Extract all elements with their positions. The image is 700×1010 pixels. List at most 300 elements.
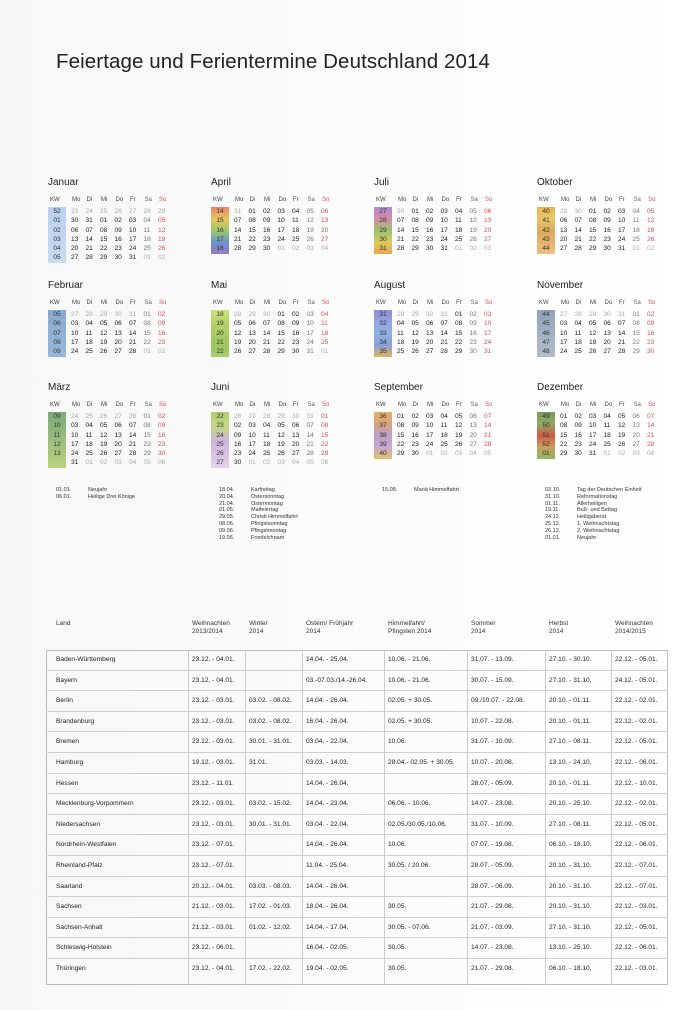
day-cell: 08 <box>248 217 256 225</box>
day-cell: 25 <box>100 208 108 215</box>
day-cell: 31 <box>129 311 137 318</box>
day-cell: 02 <box>234 422 242 430</box>
vacation-dates: 01.02. - 12.02. <box>249 923 292 931</box>
day-cell: 28 <box>234 311 242 318</box>
day-cell: 15 <box>277 329 285 337</box>
kw-label: KW <box>50 300 60 306</box>
vacation-dates: 23.12. - 07.01. <box>192 841 235 849</box>
day-cell: 22 <box>411 235 419 243</box>
day-cell: 26 <box>618 440 626 448</box>
column-header-line2: 2013/2014 <box>192 628 223 635</box>
weekday-label: Mi <box>264 197 271 203</box>
month-januar <box>48 176 186 263</box>
day-cell: 30 <box>114 311 122 318</box>
holiday-date: 01.11. <box>545 500 560 507</box>
month-name: Juni <box>211 382 230 393</box>
holiday-list <box>219 487 298 541</box>
kw-number: 20 <box>216 329 224 337</box>
vacation-dates: 24.12. - 05.01. <box>615 676 658 684</box>
day-cell: 03 <box>248 422 256 430</box>
day-cell: 26 <box>234 413 242 420</box>
vacation-dates: 31.07. - 13.09. <box>471 656 514 663</box>
day-cell: 07 <box>440 320 448 328</box>
week-row <box>211 412 349 421</box>
day-cell: 23 <box>71 208 79 215</box>
day-cell: 12 <box>589 329 597 337</box>
weekday-label: Mo <box>398 402 407 408</box>
day-cell: 03 <box>455 450 463 458</box>
vacation-dates: 10.06. <box>388 841 407 849</box>
vacation-dates: 30.01. - 31.01. <box>249 738 292 746</box>
month-weeks <box>537 207 675 253</box>
day-cell: 24 <box>71 348 79 356</box>
vacation-dates: 14.07. - 23.08. <box>471 944 514 952</box>
table-row <box>46 917 668 938</box>
column-header-line1: Weihnachten <box>615 620 653 627</box>
holiday-item <box>56 494 135 501</box>
day-cell: 26 <box>100 413 108 420</box>
day-cell: 02 <box>158 311 166 318</box>
day-cell: 25 <box>85 348 93 356</box>
weekday-label: Mo <box>235 197 244 203</box>
day-cell: 06 <box>426 320 434 328</box>
day-cell: 13 <box>71 235 79 243</box>
vacation-dates: 28.07. - 05.09. <box>471 779 514 787</box>
day-cell: 17 <box>71 338 79 346</box>
holiday-date: 01.01. <box>545 534 561 541</box>
kw-number: 36 <box>379 413 387 420</box>
day-cell: 04 <box>397 320 405 328</box>
day-cell: 19 <box>306 226 314 234</box>
week-row <box>211 421 349 430</box>
day-cell: 01 <box>632 311 640 318</box>
weekday-label: Fr <box>456 197 462 203</box>
day-cell: 25 <box>440 440 448 448</box>
kw-number: 10 <box>53 422 61 430</box>
week-row <box>48 226 186 235</box>
vacation-dates: 28.07. - 05.09. <box>471 861 514 869</box>
week-row <box>211 226 349 235</box>
day-cell: 24 <box>426 440 434 448</box>
day-cell: 22 <box>277 338 285 346</box>
vacation-dates: 22.12. - 05.01. <box>615 923 658 931</box>
day-cell: 06 <box>321 459 329 467</box>
kw-number: 03 <box>53 235 61 243</box>
vacation-dates: 03.02. - 08.02. <box>249 697 292 705</box>
day-cell: 23 <box>158 440 166 448</box>
day-cell: 19 <box>158 235 166 243</box>
day-cell: 02 <box>469 245 477 253</box>
weekday-header <box>537 398 675 412</box>
day-cell: 27 <box>469 440 477 448</box>
vacation-dates: 30.05. <box>388 964 407 972</box>
vacation-dates: 14.04. - 25.04. <box>306 656 349 663</box>
day-cell: 03 <box>426 413 434 420</box>
weekday-header <box>374 193 512 207</box>
weekday-label: Do <box>604 402 613 408</box>
column-header <box>249 620 268 636</box>
day-cell: 28 <box>263 413 271 420</box>
day-cell: 21 <box>85 245 93 253</box>
holiday-name: Heilige Drei Könige <box>88 493 136 500</box>
kw-number: 01 <box>53 217 61 225</box>
month-weeks <box>537 412 675 458</box>
month-november <box>537 279 675 356</box>
holiday-name: Reformationstag <box>577 493 618 500</box>
day-cell: 09 <box>158 422 166 430</box>
day-cell: 11 <box>397 329 404 337</box>
day-cell: 01 <box>143 254 151 262</box>
day-cell: 08 <box>411 217 419 225</box>
day-cell: 16 <box>411 431 419 439</box>
day-cell: 15 <box>411 226 419 234</box>
kw-number: 39 <box>379 440 387 448</box>
column-header-line2: 2014/2015 <box>615 628 646 635</box>
weekday-label: Do <box>604 300 613 306</box>
kw-number: 23 <box>216 422 224 430</box>
day-cell: 30 <box>263 311 271 318</box>
day-cell: 14 <box>574 226 582 234</box>
weekday-label: Di <box>575 197 582 203</box>
week-row <box>537 338 675 347</box>
day-cell: 15 <box>397 431 405 439</box>
kw-number: 27 <box>216 459 224 467</box>
day-cell: 29 <box>411 311 419 318</box>
state-name: Mecklenburg-Vorpommern <box>56 800 134 808</box>
holiday-date: 15.08. <box>382 487 398 493</box>
holiday-name: Pfingstmontag <box>251 527 287 534</box>
holiday-date: 18.04. <box>219 487 235 493</box>
day-cell: 19 <box>469 226 477 234</box>
month-weeks <box>211 412 349 468</box>
weekday-header <box>48 193 186 207</box>
month-name: August <box>374 280 406 291</box>
holiday-item <box>219 494 298 501</box>
day-cell: 04 <box>321 311 329 318</box>
weekday-label: Fr <box>456 402 462 408</box>
day-cell: 28 <box>234 245 242 253</box>
kw-label: KW <box>539 300 549 306</box>
kw-label: KW <box>50 402 60 408</box>
kw-number: 51 <box>542 431 550 439</box>
day-cell: 04 <box>647 450 655 458</box>
vacation-dates: 03.04. - 22.04. <box>306 820 349 828</box>
day-cell: 24 <box>248 450 256 458</box>
day-cell: 02 <box>574 413 582 420</box>
day-cell: 20 <box>469 431 477 439</box>
kw-number: 28 <box>379 217 387 225</box>
weekday-label: So <box>159 300 167 306</box>
state-name: Schleswig-Holstein <box>56 944 112 952</box>
kw-number: 46 <box>542 329 550 337</box>
vacation-dates: 21.07. - 29.08. <box>471 903 514 911</box>
vacation-dates: 19.12. - 03.01. <box>192 758 235 766</box>
weekday-label: Mi <box>427 402 434 408</box>
holiday-item <box>219 487 298 494</box>
column-header <box>192 620 230 636</box>
vacation-dates: 10.06. - 21.06. <box>388 656 431 663</box>
day-cell: 24 <box>560 348 568 356</box>
day-cell: 30 <box>397 208 405 215</box>
day-cell: 18 <box>440 431 448 439</box>
month-april <box>211 176 349 253</box>
table-row <box>46 650 668 670</box>
day-cell: 26 <box>647 235 655 243</box>
day-cell: 13 <box>484 217 492 225</box>
month-weeks <box>48 207 186 263</box>
weekday-label: Sa <box>307 300 315 306</box>
day-cell: 30 <box>292 413 300 420</box>
weekday-label: Sa <box>307 402 315 408</box>
day-cell: 06 <box>114 422 122 430</box>
column-header-line2: 2014 <box>249 628 264 635</box>
holiday-item <box>219 501 298 508</box>
weekday-label: Sa <box>144 197 152 203</box>
week-row <box>48 253 186 262</box>
holiday-list <box>56 487 135 501</box>
vacation-dates: 02.05. + 30.05. <box>388 717 433 725</box>
day-cell: 19 <box>647 226 655 234</box>
day-cell: 27 <box>426 348 434 356</box>
day-cell: 25 <box>85 413 93 420</box>
day-cell: 26 <box>469 235 477 243</box>
day-cell: 05 <box>306 459 314 467</box>
column-header-line2: 2014 <box>549 628 564 635</box>
holiday-item <box>56 487 135 494</box>
weekday-label: Do <box>115 197 124 203</box>
day-cell: 14 <box>647 422 655 430</box>
vacation-dates: 10.07. - 20.08. <box>471 758 514 766</box>
weekday-label: Sa <box>144 402 152 408</box>
day-cell: 24 <box>129 245 137 253</box>
day-cell: 14 <box>397 226 405 234</box>
holiday-name: Maifeiertag <box>251 507 279 514</box>
day-cell: 16 <box>158 431 166 439</box>
day-cell: 15 <box>143 329 151 337</box>
month-märz <box>48 381 186 468</box>
day-cell: 03 <box>484 245 492 253</box>
kw-number: 17 <box>216 235 224 243</box>
table-row <box>46 814 668 835</box>
day-cell: 31 <box>85 217 93 225</box>
day-cell: 11 <box>455 217 462 225</box>
weekday-label: Mo <box>235 402 244 408</box>
week-row <box>48 347 186 356</box>
day-cell: 15 <box>321 431 329 439</box>
day-cell: 05 <box>100 422 108 430</box>
vacation-dates: 31.07. - 10.09. <box>471 738 514 746</box>
day-cell: 29 <box>321 450 329 458</box>
day-cell: 03 <box>114 459 122 467</box>
day-cell: 30 <box>574 208 582 215</box>
kw-number: 01 <box>542 450 550 458</box>
weekday-label: Do <box>441 402 450 408</box>
day-cell: 01 <box>455 245 463 253</box>
day-cell: 06 <box>321 208 329 215</box>
day-cell: 02 <box>158 254 166 262</box>
week-row <box>374 226 512 235</box>
vacation-dates: 22.12. - 07.01. <box>615 861 658 869</box>
day-cell: 02 <box>292 311 300 318</box>
vacation-dates: 22.12. - 06.01. <box>615 758 658 766</box>
month-mai <box>211 279 349 356</box>
day-cell: 30 <box>114 254 122 262</box>
weekday-label: So <box>322 300 330 306</box>
day-cell: 25 <box>603 440 611 448</box>
kw-label: KW <box>539 402 549 408</box>
day-cell: 28 <box>263 348 271 356</box>
state-name: Baden-Württemberg <box>56 656 116 663</box>
vacation-dates: 27.10. - 08.11. <box>549 820 592 828</box>
holiday-name: 2. Weihnachtstag <box>577 527 620 534</box>
day-cell: 02 <box>426 208 434 215</box>
week-row <box>374 329 512 338</box>
day-cell: 07 <box>129 422 137 430</box>
day-cell: 04 <box>469 450 477 458</box>
day-cell: 11 <box>632 217 640 225</box>
day-cell: 29 <box>277 413 285 420</box>
holiday-item <box>382 487 459 494</box>
day-cell: 03 <box>71 320 79 328</box>
day-cell: 11 <box>143 226 151 234</box>
state-name: Berlin <box>56 697 73 705</box>
vacation-dates: 20.10. - 31.10. <box>549 903 592 911</box>
day-cell: 29 <box>248 311 256 318</box>
day-cell: 07 <box>129 320 137 328</box>
week-row <box>48 421 186 430</box>
day-cell: 29 <box>455 348 463 356</box>
day-cell: 28 <box>85 311 93 318</box>
day-cell: 24 <box>589 440 597 448</box>
kw-number: 47 <box>542 338 550 346</box>
vacation-dates: 16.04. - 26.04. <box>306 717 349 725</box>
kw-number: 31 <box>379 245 387 253</box>
day-cell: 18 <box>397 338 405 346</box>
vacation-dates: 06.10. - 18.10. <box>549 841 592 849</box>
vacation-dates: 30.07. - 15.09. <box>471 676 514 684</box>
kw-label: KW <box>213 402 223 408</box>
day-cell: 10 <box>306 320 314 328</box>
holiday-date: 08.06. <box>219 520 235 527</box>
day-cell: 01 <box>560 413 568 420</box>
day-cell: 15 <box>455 329 463 337</box>
day-cell: 07 <box>397 217 405 225</box>
day-cell: 01 <box>248 208 256 215</box>
day-cell: 25 <box>263 450 271 458</box>
holiday-item <box>219 514 298 521</box>
holiday-date: 26.12. <box>545 527 561 534</box>
week-row <box>537 412 675 421</box>
day-cell: 05 <box>484 450 492 458</box>
weekday-label: Fr <box>619 197 625 203</box>
day-cell: 30 <box>292 348 300 356</box>
vacation-dates: 23.12. - 03.01. <box>192 697 235 705</box>
vacation-dates: 22.12. - 02.01. <box>615 800 658 808</box>
weekday-label: Sa <box>633 197 641 203</box>
week-row <box>48 207 186 216</box>
month-februar <box>48 279 186 356</box>
day-cell: 27 <box>632 440 640 448</box>
holiday-name: Fronleichnam <box>251 534 285 541</box>
week-row <box>48 216 186 225</box>
day-cell: 13 <box>321 217 329 225</box>
holiday-name: Mariä Himmelfahrt <box>414 487 459 493</box>
day-cell: 04 <box>292 459 300 467</box>
kw-number: 33 <box>379 329 387 337</box>
day-cell: 19 <box>455 431 463 439</box>
day-cell: 31 <box>618 245 626 253</box>
day-cell: 04 <box>292 208 300 215</box>
holiday-date: 19.06. <box>219 534 235 541</box>
day-cell: 01 <box>589 208 597 215</box>
column-header-line1: Herbst <box>549 620 569 627</box>
weekday-label: Mi <box>101 300 108 306</box>
holiday-item <box>219 507 298 514</box>
day-cell: 19 <box>411 338 419 346</box>
day-cell: 21 <box>574 235 582 243</box>
day-cell: 17 <box>71 440 79 448</box>
weekday-label: Mo <box>235 300 244 306</box>
day-cell: 30 <box>71 217 79 225</box>
weekday-label: So <box>648 197 656 203</box>
weekday-label: Sa <box>307 197 315 203</box>
day-cell: 21 <box>129 338 137 346</box>
holiday-date: 31.10. <box>545 493 561 500</box>
day-cell: 13 <box>114 329 122 337</box>
vacation-dates: 06.10. - 18.10. <box>549 964 592 972</box>
kw-number: 12 <box>53 440 61 448</box>
day-cell: 02 <box>469 311 477 318</box>
vacation-dates: 30.05. <box>388 903 407 911</box>
day-cell: 24 <box>277 235 285 243</box>
weekday-label: Di <box>575 402 582 408</box>
vacation-dates: 10.06. - 21.06. <box>388 676 431 684</box>
holiday-date: 19.11. <box>545 507 560 514</box>
vacation-dates: 18.04. - 26.04. <box>306 903 349 911</box>
day-cell: 04 <box>129 459 137 467</box>
weekday-header <box>211 296 349 310</box>
day-cell: 05 <box>589 320 597 328</box>
day-cell: 29 <box>248 245 256 253</box>
day-cell: 06 <box>71 226 79 234</box>
day-cell: 29 <box>589 245 597 253</box>
day-cell: 10 <box>71 431 79 439</box>
day-cell: 21 <box>647 431 655 439</box>
state-name: Brandenburg <box>56 717 95 725</box>
week-row <box>211 216 349 225</box>
week-row <box>374 440 512 449</box>
column-header-line2: Pfingsten 2014 <box>388 628 432 635</box>
holiday-item <box>545 487 642 494</box>
day-cell: 31 <box>129 254 137 262</box>
page-title: Feiertage und Ferientermine Deutschland 2014 <box>56 50 491 73</box>
holiday-item <box>545 514 642 521</box>
day-cell: 10 <box>426 422 434 430</box>
day-cell: 20 <box>71 245 79 253</box>
day-cell: 29 <box>589 311 597 318</box>
week-row <box>48 458 186 467</box>
kw-number: 34 <box>379 338 387 346</box>
kw-number: 14 <box>216 208 224 215</box>
day-cell: 13 <box>426 329 434 337</box>
day-cell: 17 <box>129 235 137 243</box>
weekday-label: So <box>159 197 167 203</box>
day-cell: 27 <box>114 348 122 356</box>
vacation-dates: 03.02. - 08.02. <box>249 717 292 725</box>
weekday-label: Sa <box>470 197 478 203</box>
kw-number: 16 <box>216 226 224 234</box>
vacation-dates: 22.12. - 06.01. <box>615 841 658 849</box>
